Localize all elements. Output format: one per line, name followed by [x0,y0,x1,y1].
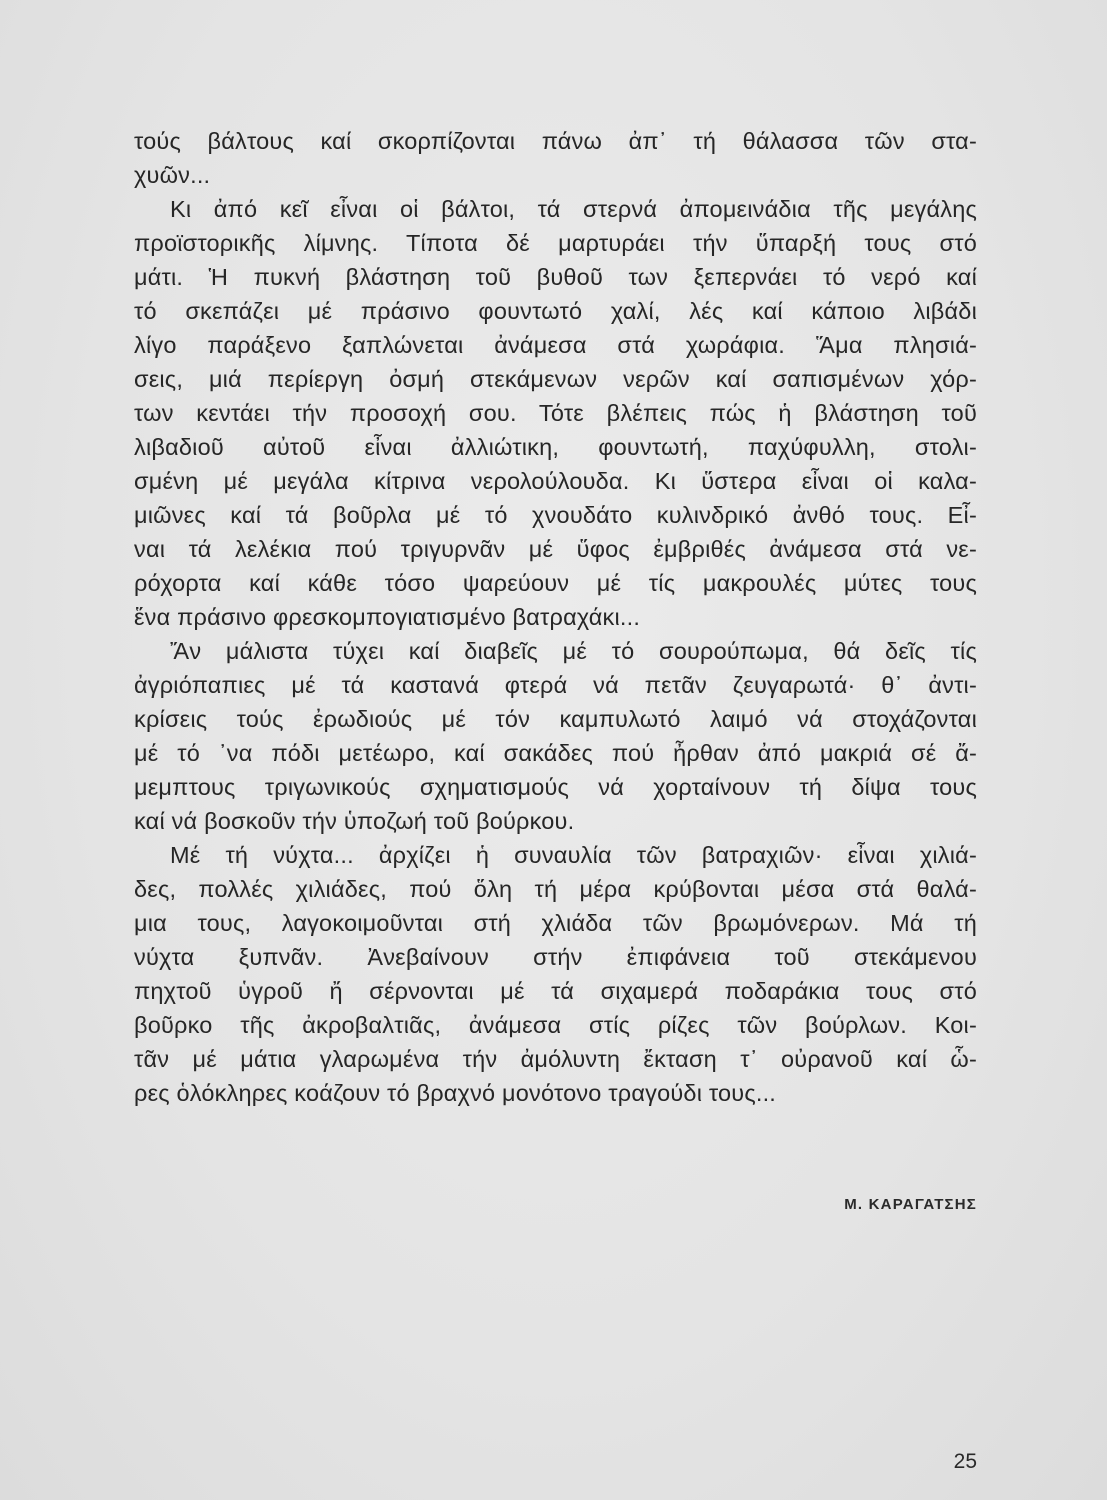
text-line: βοῦρκο τῆς ἀκροβαλτιᾶς, ἀνάμεσα στίς ρίζες τῶν βούρλων. Κοι- [134,1012,977,1038]
text-line: κρίσεις τούς ἐρωδιούς μέ τόν καμπυλωτό λαιμό νά στοχάζονται [134,706,977,732]
text-line: τό σκεπάζει μέ πράσινο φουντωτό χαλί, λές καί κάποιο λιβάδι [134,298,977,324]
text-line: δες, πολλές χιλιάδες, πού ὅλη τή μέρα κρύβονται μέσα στά θαλά- [134,876,977,902]
page-number: 25 [953,1450,977,1473]
text-line: νύχτα ξυπνᾶν. Ἀνεβαίνουν στήν ἐπιφάνεια τοῦ στεκάμενου [134,944,977,970]
text-line: Κι ἀπό κεῖ εἶναι οἱ βάλτοι, τά στερνά ἀπομεινάδια τῆς μεγάλης [170,196,977,222]
text-line: Ἄν μάλιστα τύχει καί διαβεῖς μέ τό σουρούπωμα, θά δεῖς τίς [170,638,977,664]
text-line: τούς βάλτους καί σκορπίζονται πάνω ἀπ᾿ τή θάλασσα τῶν στα- [134,128,977,154]
text-line: μέ τό ᾿να πόδι μετέωρο, καί σακάδες πού ἦρθαν ἀπό μακριά σέ ἄ- [134,740,977,766]
text-line: ἕνα πράσινο φρεσκομπογιατισμένο βατραχάκι... [134,604,641,630]
text-line: μάτι. Ἡ πυκνή βλάστηση τοῦ βυθοῦ των ξεπερνάει τό νερό καί [134,264,977,290]
text-line: Μέ τή νύχτα... ἀρχίζει ἡ συναυλία τῶν βατραχιῶν· εἶναι χιλιά- [170,842,977,868]
text-line: ναι τά λελέκια πού τριγυρνᾶν μέ ὕφος ἐμβριθές ἀνάμεσα στά νε- [134,536,977,562]
text-line: ρες ὁλόκληρες κοάζουν τό βραχνό μονότονο τραγούδι τους... [134,1080,777,1106]
text-line: ρόχορτα καί κάθε τόσο ψαρεύουν μέ τίς μακρουλές μύτες τους [134,570,977,596]
text-line: λιβαδιοῦ αὐτοῦ εἶναι ἀλλιώτικη, φουντωτή, παχύφυλλη, στολι- [134,434,977,460]
text-line: σεις, μιά περίεργη ὀσμή στεκάμενων νερῶν καί σαπισμένων χόρ- [134,366,977,392]
text-line: πηχτοῦ ὑγροῦ ἤ σέρνονται μέ τά σιχαμερά ποδαράκια τους στό [134,978,977,1004]
text-line: μεμπτους τριγωνικούς σχηματισμούς νά χορταίνουν τή δίψα τους [134,774,977,800]
text-line: προϊστορικῆς λίμνης. Τίποτα δέ μαρτυράει τήν ὕπαρξή τους στό [134,230,977,256]
text-line: μιῶνες καί τά βοῦρλα μέ τό χνουδάτο κυλινδρικό ἀνθό τους. Εἶ- [134,502,977,528]
text-line: ἀγριόπαπιες μέ τά καστανά φτερά νά πετᾶν ζευγαρωτά· θ᾿ ἀντι- [134,672,977,698]
text-line: μια τους, λαγοκοιμοῦνται στή χλιάδα τῶν βρωμόνερων. Μά τή [134,910,977,936]
text-line: χυῶν... [134,162,211,188]
text-line: σμένη μέ μεγάλα κίτρινα νερολούλουδα. Κι ὕστερα εἶναι οἱ καλα- [134,468,977,494]
text-line: των κεντάει τήν προσοχή σου. Τότε βλέπεις πώς ἡ βλάστηση τοῦ [134,400,977,426]
text-line: καί νά βοσκοῦν τήν ὑποζωή τοῦ βούρκου. [134,808,575,834]
text-line: λίγο παράξενο ξαπλώνεται ἀνάμεσα στά χωράφια. Ἅμα πλησιά- [134,332,977,358]
text-line: τᾶν μέ μάτια γλαρωμένα τήν ἀμόλυντη ἔκταση τ᾿ οὐρανοῦ καί ὧ- [134,1046,977,1072]
author-signature: Μ. ΚΑΡΑΓΑΤΣΗΣ [844,1196,977,1213]
